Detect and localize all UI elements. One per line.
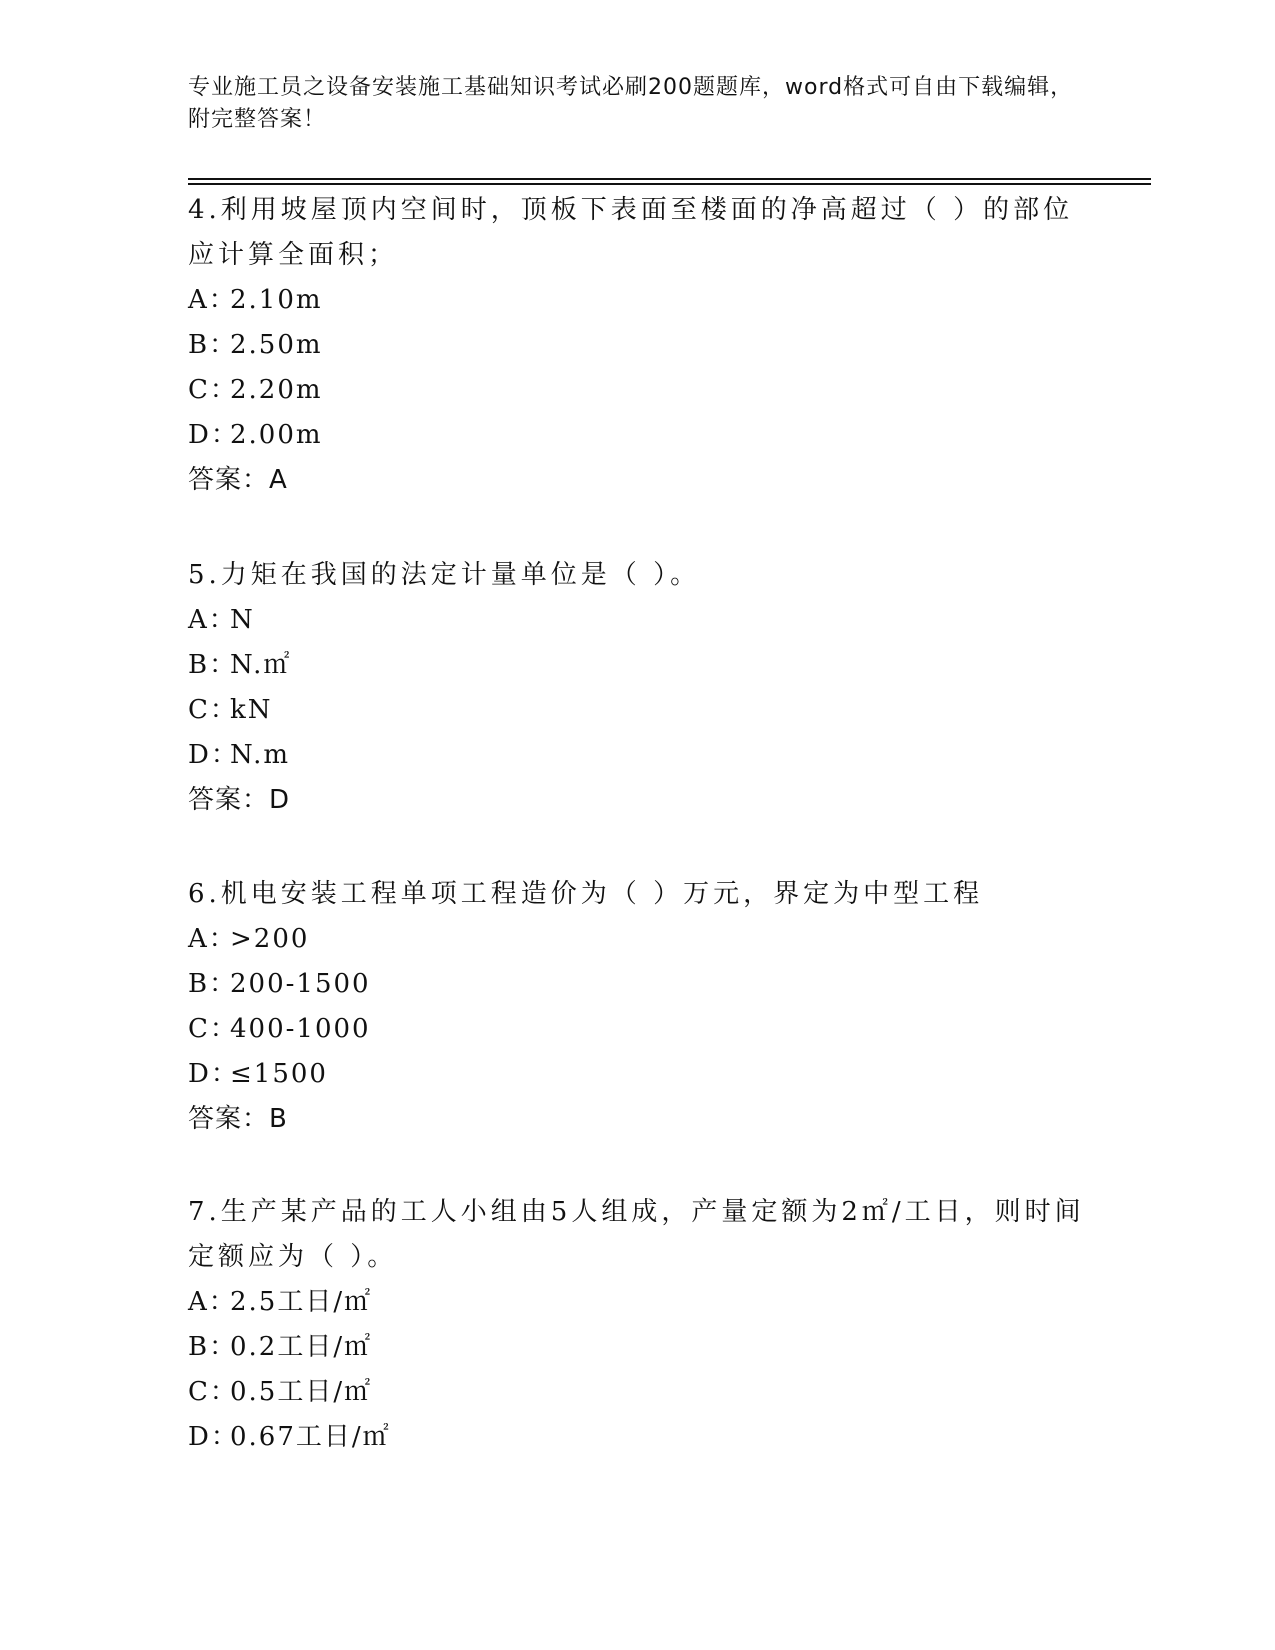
option-text: N.㎡ <box>230 650 292 680</box>
option-text: >200 <box>230 924 310 954</box>
question-5 <box>188 553 1088 822</box>
option-letter: D： <box>188 1422 239 1452</box>
option-d <box>188 733 1088 778</box>
question-stem: 4.利用坡屋顶内空间时，顶板下表面至楼面的净高超过（ ）的部位应计算全面积； <box>188 195 1074 270</box>
option-c <box>188 688 1088 733</box>
option-letter: C： <box>188 1014 238 1044</box>
option-letter: C： <box>188 695 238 725</box>
option-text: 2.50m <box>230 330 323 360</box>
option-b <box>188 643 1088 688</box>
option-text: kN <box>230 695 273 725</box>
document-header: 专业施工员之设备安装施工基础知识考试必刷200题题库，word格式可自由下载编辑，附完整答案！ <box>188 75 1074 132</box>
question-stem: 5.力矩在我国的法定计量单位是（ ）。 <box>188 560 701 590</box>
option-a <box>188 917 1088 962</box>
option-letter: D： <box>188 420 239 450</box>
option-letter: B： <box>188 330 238 360</box>
option-d <box>188 1415 1088 1460</box>
option-c <box>188 1007 1088 1052</box>
option-text: 2.20m <box>230 375 323 405</box>
option-letter: C： <box>188 1377 238 1407</box>
option-b <box>188 323 1088 368</box>
option-d <box>188 413 1088 458</box>
option-text: 400-1000 <box>230 1014 371 1044</box>
option-text: 200-1500 <box>230 969 371 999</box>
question-7 <box>188 1190 1088 1460</box>
header-divider-bottom <box>188 183 1151 185</box>
question-6 <box>188 872 1088 1141</box>
option-text: 2.5工日/㎡ <box>230 1287 373 1317</box>
option-letter: D： <box>188 1059 239 1089</box>
header-divider-top <box>188 178 1151 180</box>
option-a <box>188 598 1088 643</box>
option-text: ≤1500 <box>230 1059 328 1089</box>
option-letter: A： <box>188 285 237 315</box>
option-b <box>188 1325 1088 1370</box>
option-b <box>188 962 1088 1007</box>
option-text: 0.5工日/㎡ <box>230 1377 373 1407</box>
option-letter: A： <box>188 605 237 635</box>
answer-line: 答案：B <box>188 1104 288 1134</box>
option-d <box>188 1052 1088 1097</box>
option-letter: C： <box>188 375 238 405</box>
question-stem: 7.生产某产品的工人小组由5人组成，产量定额为2㎡/工日，则时间定额应为（ ）。 <box>188 1197 1085 1272</box>
option-a <box>188 1280 1088 1325</box>
answer-line: 答案：D <box>188 785 291 815</box>
option-letter: B： <box>188 1332 238 1362</box>
option-letter: A： <box>188 1287 237 1317</box>
option-text: 0.67工日/㎡ <box>230 1422 391 1452</box>
option-letter: B： <box>188 650 238 680</box>
option-c <box>188 368 1088 413</box>
option-letter: B： <box>188 969 238 999</box>
option-text: 2.00m <box>230 420 323 450</box>
option-text: 0.2工日/㎡ <box>230 1332 373 1362</box>
option-letter: A： <box>188 924 237 954</box>
question-4 <box>188 188 1088 502</box>
option-a <box>188 278 1088 323</box>
option-c <box>188 1370 1088 1415</box>
question-stem: 6.机电安装工程单项工程造价为（ ）万元，界定为中型工程 <box>188 879 984 909</box>
option-text: N.m <box>230 740 291 770</box>
option-text: N <box>230 605 255 635</box>
option-letter: D： <box>188 740 239 770</box>
option-text: 2.10m <box>230 285 323 315</box>
answer-line: 答案：A <box>188 465 288 495</box>
